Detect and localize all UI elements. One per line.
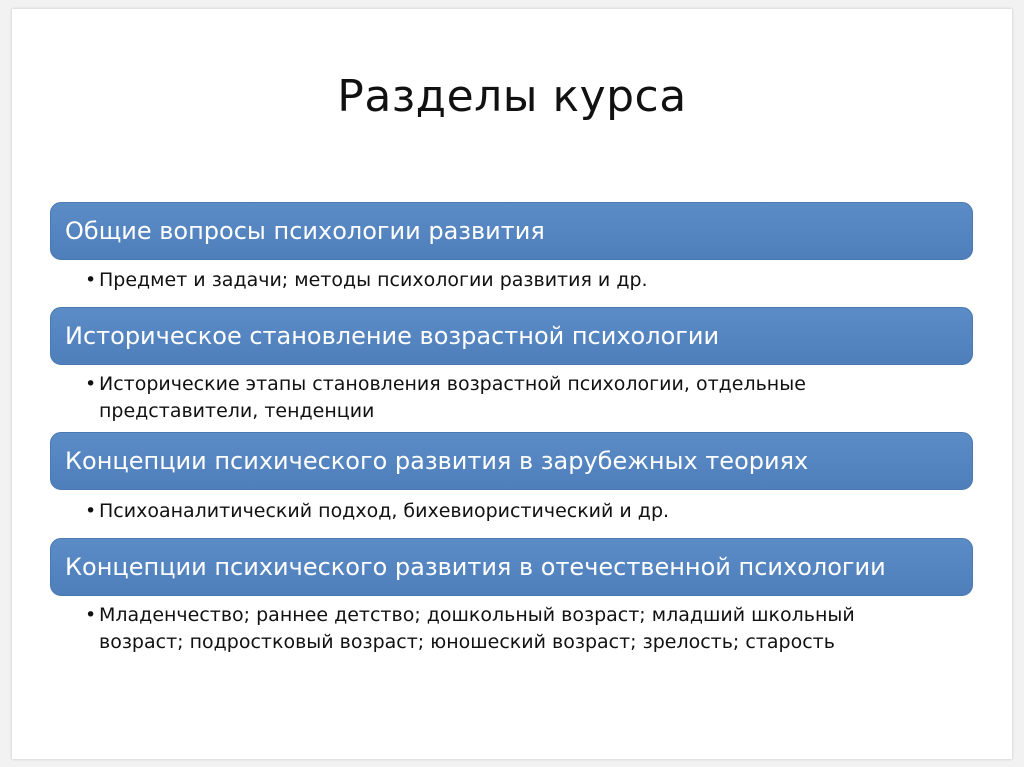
bullet-text: Психоаналитический подход, бихевиористический и др. xyxy=(99,500,670,522)
bullet-marker: • xyxy=(85,500,97,522)
section-detail-domestic-psychology xyxy=(85,602,945,656)
slide xyxy=(12,9,1012,759)
bullet-text: Предмет и задачи; методы психологии развития и др. xyxy=(99,269,648,291)
section-detail-general-questions xyxy=(85,267,945,294)
section-header-domestic-psychology: Концепции психического развития в отечественной психологии xyxy=(50,538,973,596)
section-header-historical-formation: Историческое становление возрастной психологии xyxy=(50,307,973,365)
section-detail-historical-formation xyxy=(85,371,945,425)
bullet-marker: • xyxy=(85,604,97,626)
section-header-foreign-theories: Концепции психического развития в зарубежных теориях xyxy=(50,432,973,490)
section-detail-foreign-theories xyxy=(85,498,945,525)
slide-title: Разделы курса xyxy=(337,71,687,122)
bullet-text: Исторические этапы становления возрастной психологии, отдельные представители, тенденции xyxy=(99,373,806,422)
bullet-marker: • xyxy=(85,373,97,395)
section-header-general-questions: Общие вопросы психологии развития xyxy=(50,202,973,260)
bullet-text: Младенчество; раннее детство; дошкольный возраст; младший школьный возраст; подростковый возраст; юношеский возраст; зрелость; старость xyxy=(99,604,855,653)
bullet-marker: • xyxy=(85,269,97,291)
